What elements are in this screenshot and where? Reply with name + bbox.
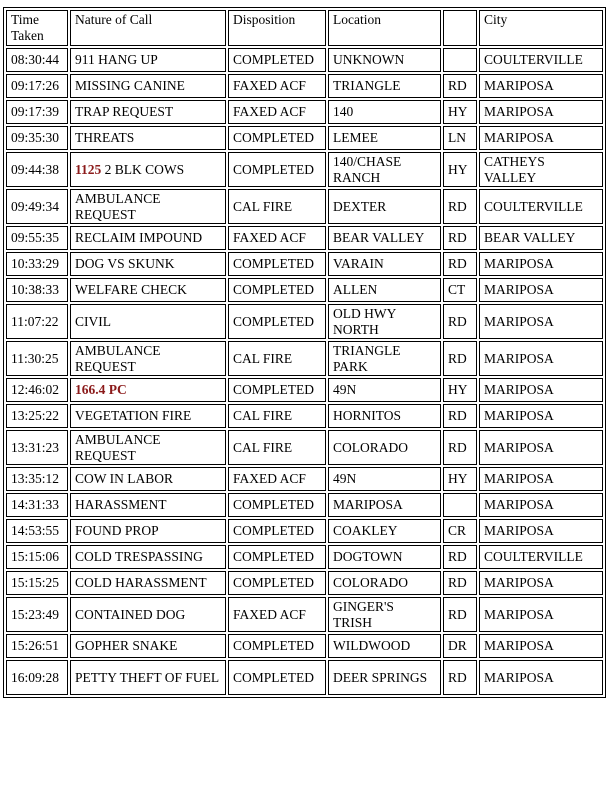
cell-nature-of-call (70, 226, 226, 250)
cell-nature-of-call (70, 519, 226, 543)
call-code: 166.4 PC (75, 382, 127, 397)
cell-city: MARIPOSA (479, 378, 603, 402)
cell-city: MARIPOSA (479, 252, 603, 276)
cell-location: DOGTOWN (328, 545, 441, 569)
cell-street-suffix: HY (443, 100, 477, 124)
cell-disposition: COMPLETED (228, 126, 326, 150)
cell-disposition: FAXED ACF (228, 74, 326, 98)
cell-time: 09:49:34 (6, 189, 68, 224)
cell-street-suffix: HY (443, 152, 477, 187)
cell-time: 09:35:30 (6, 126, 68, 150)
cell-street-suffix: RD (443, 341, 477, 376)
cell-street-suffix: RD (443, 226, 477, 250)
cell-street-suffix: RD (443, 404, 477, 428)
cell-location: COAKLEY (328, 519, 441, 543)
cell-street-suffix: LN (443, 126, 477, 150)
cell-street-suffix: RD (443, 571, 477, 595)
cell-city: MARIPOSA (479, 100, 603, 124)
cell-nature-of-call (70, 378, 226, 402)
cell-nature-of-call (70, 545, 226, 569)
cell-city: MARIPOSA (479, 341, 603, 376)
cell-location: OLD HWY NORTH (328, 304, 441, 339)
cell-city: MARIPOSA (479, 467, 603, 491)
cell-street-suffix: HY (443, 467, 477, 491)
cell-location: UNKNOWN (328, 48, 441, 72)
cell-nature-of-call (70, 189, 226, 224)
cell-location: ALLEN (328, 278, 441, 302)
header-disposition: Disposition (228, 10, 326, 46)
cell-disposition: COMPLETED (228, 48, 326, 72)
cell-nature-of-call (70, 252, 226, 276)
table-row (6, 378, 603, 402)
cell-nature-of-call (70, 597, 226, 632)
cell-time: 13:35:12 (6, 467, 68, 491)
header-time: Time Taken (6, 10, 68, 46)
cell-city: COULTERVILLE (479, 189, 603, 224)
cell-time: 10:38:33 (6, 278, 68, 302)
cell-location: VARAIN (328, 252, 441, 276)
cell-time: 09:44:38 (6, 152, 68, 187)
cell-location: HORNITOS (328, 404, 441, 428)
table-row (6, 226, 603, 250)
cell-location: 49N (328, 467, 441, 491)
cell-nature-of-call (70, 152, 226, 187)
cell-time: 10:33:29 (6, 252, 68, 276)
cell-nature-of-call (70, 467, 226, 491)
cell-time: 14:53:55 (6, 519, 68, 543)
cell-street-suffix: HY (443, 378, 477, 402)
cell-nature-of-call (70, 493, 226, 517)
table-row (6, 152, 603, 187)
call-nature: WELFARE CHECK (75, 282, 187, 297)
table-row (6, 519, 603, 543)
cell-location: MARIPOSA (328, 493, 441, 517)
call-nature: DOG VS SKUNK (75, 256, 175, 271)
cell-location: 140 (328, 100, 441, 124)
cell-street-suffix (443, 493, 477, 517)
cell-disposition: COMPLETED (228, 660, 326, 695)
table-row (6, 467, 603, 491)
cell-street-suffix: CT (443, 278, 477, 302)
call-nature: RECLAIM IMPOUND (75, 230, 203, 245)
call-nature: CONTAINED DOG (75, 606, 186, 622)
call-nature: AMBULANCE REQUEST (75, 431, 161, 463)
cell-disposition: CAL FIRE (228, 430, 326, 465)
header-street-suffix (443, 10, 477, 46)
cell-disposition: COMPLETED (228, 493, 326, 517)
call-nature: FOUND PROP (75, 523, 159, 538)
cell-street-suffix: RD (443, 545, 477, 569)
cell-location: GINGER'S TRISH (328, 597, 441, 632)
call-nature: AMBULANCE REQUEST (75, 190, 161, 222)
table-row (6, 341, 603, 376)
call-nature: COLD TRESPASSING (75, 549, 203, 564)
table-row (6, 126, 603, 150)
cell-disposition: COMPLETED (228, 278, 326, 302)
cell-time: 09:17:39 (6, 100, 68, 124)
cell-time: 11:07:22 (6, 304, 68, 339)
cell-disposition: COMPLETED (228, 152, 326, 187)
cell-city: MARIPOSA (479, 634, 603, 658)
cell-nature-of-call (70, 660, 226, 695)
cell-city: MARIPOSA (479, 519, 603, 543)
call-nature: MISSING CANINE (75, 78, 185, 93)
cell-disposition: COMPLETED (228, 634, 326, 658)
cell-time: 13:31:23 (6, 430, 68, 465)
table-row (6, 100, 603, 124)
cell-city: CATHEYS VALLEY (479, 152, 603, 187)
call-nature: PETTY THEFT OF FUEL (75, 669, 220, 685)
cell-time: 16:09:28 (6, 660, 68, 695)
cell-nature-of-call (70, 48, 226, 72)
cell-location: COLORADO (328, 430, 441, 465)
call-nature: VEGETATION FIRE (75, 408, 192, 423)
cell-street-suffix: DR (443, 634, 477, 658)
cell-time: 15:15:06 (6, 545, 68, 569)
cell-street-suffix (443, 48, 477, 72)
cell-city: MARIPOSA (479, 126, 603, 150)
cell-nature-of-call (70, 634, 226, 658)
table-row (6, 404, 603, 428)
cell-time: 11:30:25 (6, 341, 68, 376)
call-nature: COLD HARASSMENT (75, 575, 207, 590)
cell-street-suffix: RD (443, 74, 477, 98)
cell-city: MARIPOSA (479, 660, 603, 695)
cell-time: 08:30:44 (6, 48, 68, 72)
cell-disposition: FAXED ACF (228, 467, 326, 491)
cell-street-suffix: RD (443, 304, 477, 339)
cell-location: 140/CHASE RANCH (328, 152, 441, 187)
header-row (6, 10, 603, 46)
cell-nature-of-call (70, 571, 226, 595)
call-nature: HARASSMENT (75, 497, 167, 512)
call-nature: 2 BLK COWS (104, 161, 185, 177)
cell-location: BEAR VALLEY (328, 226, 441, 250)
cell-nature-of-call (70, 100, 226, 124)
cell-city: MARIPOSA (479, 571, 603, 595)
cell-city: MARIPOSA (479, 74, 603, 98)
cell-time: 15:15:25 (6, 571, 68, 595)
cell-street-suffix: RD (443, 189, 477, 224)
cell-city: BEAR VALLEY (479, 226, 603, 250)
cell-time: 15:23:49 (6, 597, 68, 632)
cell-street-suffix: RD (443, 430, 477, 465)
table-row (6, 493, 603, 517)
table-row (6, 189, 603, 224)
call-nature: 911 HANG UP (75, 52, 158, 67)
cell-location: 49N (328, 378, 441, 402)
cell-time: 15:26:51 (6, 634, 68, 658)
cell-street-suffix: CR (443, 519, 477, 543)
cell-city: MARIPOSA (479, 404, 603, 428)
cell-city: MARIPOSA (479, 493, 603, 517)
cell-nature-of-call (70, 126, 226, 150)
table-row (6, 48, 603, 72)
table-row (6, 597, 603, 632)
cell-time: 12:46:02 (6, 378, 68, 402)
cell-nature-of-call (70, 74, 226, 98)
cell-time: 09:55:35 (6, 226, 68, 250)
header-nature-of-call: Nature of Call (70, 10, 226, 46)
cell-disposition: CAL FIRE (228, 404, 326, 428)
cell-nature-of-call (70, 430, 226, 465)
call-nature: AMBULANCE REQUEST (75, 342, 161, 374)
cell-city: MARIPOSA (479, 278, 603, 302)
call-nature: GOPHER SNAKE (75, 638, 178, 653)
call-nature: COW IN LABOR (75, 471, 174, 486)
cell-location: WILDWOOD (328, 634, 441, 658)
table-row (6, 660, 603, 695)
table-row (6, 430, 603, 465)
table-row (6, 252, 603, 276)
cell-location: TRIANGLE PARK (328, 341, 441, 376)
cell-disposition: CAL FIRE (228, 189, 326, 224)
cell-street-suffix: RD (443, 252, 477, 276)
table-row (6, 634, 603, 658)
cell-disposition: CAL FIRE (228, 341, 326, 376)
table-row (6, 304, 603, 339)
cell-disposition: COMPLETED (228, 519, 326, 543)
call-nature: CIVIL (75, 313, 111, 329)
cell-street-suffix: RD (443, 660, 477, 695)
cell-time: 13:25:22 (6, 404, 68, 428)
cell-time: 14:31:33 (6, 493, 68, 517)
cell-location: LEMEE (328, 126, 441, 150)
cell-street-suffix: RD (443, 597, 477, 632)
cell-city: COULTERVILLE (479, 545, 603, 569)
cell-disposition: COMPLETED (228, 304, 326, 339)
cell-disposition: FAXED ACF (228, 226, 326, 250)
cell-disposition: COMPLETED (228, 545, 326, 569)
cell-city: MARIPOSA (479, 597, 603, 632)
cell-nature-of-call (70, 404, 226, 428)
table-row (6, 74, 603, 98)
cell-city: COULTERVILLE (479, 48, 603, 72)
cell-city: MARIPOSA (479, 304, 603, 339)
cell-disposition: COMPLETED (228, 378, 326, 402)
cell-city: MARIPOSA (479, 430, 603, 465)
table-row (6, 278, 603, 302)
cell-disposition: FAXED ACF (228, 597, 326, 632)
cell-time: 09:17:26 (6, 74, 68, 98)
call-log-table (3, 7, 606, 698)
cell-nature-of-call (70, 304, 226, 339)
call-nature: THREATS (75, 130, 135, 145)
cell-location: DEXTER (328, 189, 441, 224)
table-row (6, 545, 603, 569)
cell-nature-of-call (70, 278, 226, 302)
call-code: 1125 (75, 161, 102, 177)
cell-disposition: COMPLETED (228, 252, 326, 276)
call-nature: TRAP REQUEST (75, 104, 174, 119)
cell-nature-of-call (70, 341, 226, 376)
header-location: Location (328, 10, 441, 46)
cell-location: DEER SPRINGS (328, 660, 441, 695)
header-city: City (479, 10, 603, 46)
table-row (6, 571, 603, 595)
cell-disposition: COMPLETED (228, 571, 326, 595)
cell-location: COLORADO (328, 571, 441, 595)
cell-disposition: FAXED ACF (228, 100, 326, 124)
cell-location: TRIANGLE (328, 74, 441, 98)
